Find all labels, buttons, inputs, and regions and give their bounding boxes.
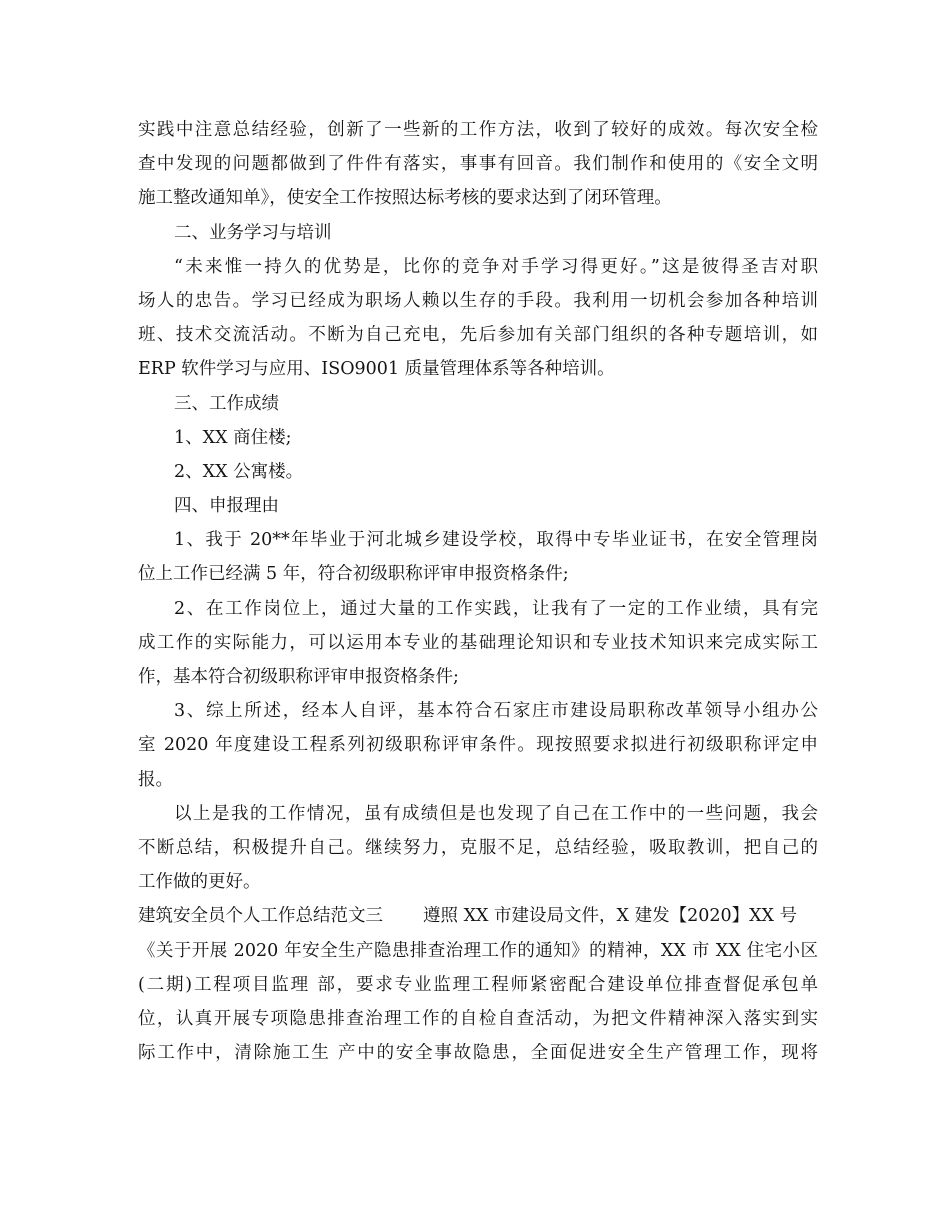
paragraph-line: 不断总结，积极提升自己。继续努力，克服不足，总结经验，吸取教训，把自己的 [138, 837, 818, 858]
paragraph-line: 作，基本符合初级职称评审申报资格条件; [138, 667, 459, 687]
paragraph-line: (二期)工程项目监理 部，要求专业监理工程师紧密配合建设单位排查督促承包单 [138, 974, 818, 995]
paragraph-line: “未来惟一持久的优势是，比你的竞争对手学习得更好。”这是彼得圣吉对职 [174, 256, 818, 277]
paragraph-line: 《关于开展 2020 年安全生产隐患排查治理工作的通知》的精神，XX 市 XX 住宅小区 [138, 940, 818, 961]
paragraph-line: 场人的忠告。学习已经成为职场人赖以生存的手段。我利用一切机会参加各种培训 [138, 290, 818, 311]
paragraph-line: 工作做的更好。 [138, 872, 261, 893]
section-heading: 三、工作成绩 [174, 393, 279, 414]
paragraph-line: 位，认真开展专项隐患排查治理工作的自检自查活动，为把文件精神深入落实到实 [138, 1008, 818, 1029]
paragraph-line: ERP 软件学习与应用、ISO9001 质量管理体系等各种培训。 [138, 359, 615, 380]
paragraph-line: 室 2020 年度建设工程系列初级职称评审条件。现按照要求拟进行初级职称评定申 [138, 735, 818, 756]
paragraph-line: 3、综上所述，经本人自评，基本符合石家庄市建设局职称改革领导小组办公 [174, 701, 818, 722]
paragraph-line: 成工作的实际能力，可以运用本专业的基础理论知识和专业技术知识来完成实际工 [138, 632, 818, 653]
paragraph-line: 际工作中，清除施工生 产中的安全事故隐患，全面促进安全生产管理工作，现将 [138, 1043, 818, 1064]
paragraph-line: 实践中注意总结经验，创新了一些新的工作方法，收到了较好的成效。每次安全检 [138, 120, 818, 140]
section-three-first-line [138, 899, 818, 933]
paragraph-line: 查中发现的问题都做到了件件有落实，事事有回音。我们制作和使用的《安全文明 [138, 154, 818, 175]
paragraph-line: 报。 [138, 769, 173, 790]
paragraph-line: 位上工作已经满 5 年，符合初级职称评审申报资格条件; [138, 564, 569, 585]
list-item: 1、XX 商住楼; [174, 427, 292, 448]
section-three-opening: 遵照 XX 市建设局文件，X 建发【2020】XX 号 [423, 906, 798, 927]
list-item: 2、XX 公寓楼。 [174, 461, 304, 482]
document-body [138, 113, 818, 1070]
section-heading: 二、业务学习与培训 [174, 222, 332, 243]
paragraph-line: 以上是我的工作情况，虽有成绩但是也发现了自己在工作中的一些问题，我会 [174, 803, 818, 824]
paragraph-line: 班、技术交流活动。不断为自己充电，先后参加有关部门组织的各种专题培训，如 [138, 325, 818, 346]
paragraph-line: 施工整改通知单》，使安全工作按照达标考核的要求达到了闭环管理。 [138, 188, 672, 209]
paragraph-line: 1、我于 20**年毕业于河北城乡建设学校，取得中专毕业证书，在安全管理岗 [174, 530, 818, 551]
section-heading: 四、申报理由 [174, 496, 279, 517]
section-three-title: 建筑安全员个人工作总结范文三 [138, 906, 383, 927]
paragraph-line: 2、在工作岗位上，通过大量的工作实践，让我有了一定的工作业绩，具有完 [174, 598, 818, 619]
